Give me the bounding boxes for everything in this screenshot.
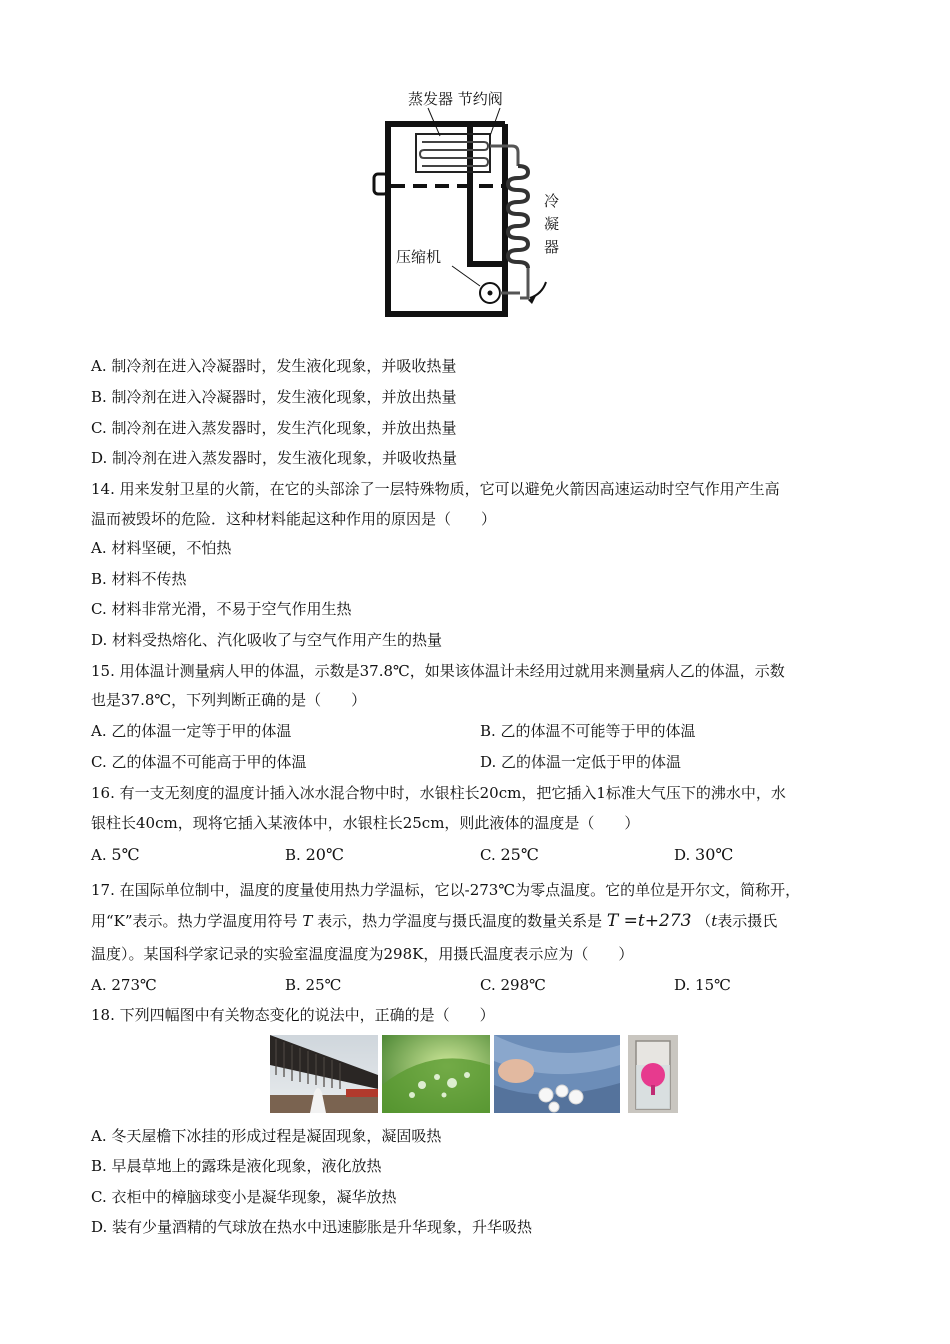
q13-option-c: C. 制冷剂在进入蒸发器时，发生汽化现象，并放出热量 <box>91 419 457 437</box>
q16-option-a-value: 5℃ <box>111 845 140 864</box>
q16-stem-line1: 16. 有一支无刻度的温度计插入冰水混合物中时，水银柱长20cm，把它插入1标准大气压下的沸水中，水 <box>91 784 786 802</box>
dew-leaf-photo <box>382 1035 490 1113</box>
refrigerator-diagram <box>360 86 560 318</box>
q18-option-d: D. 装有少量酒精的气球放在热水中迅速膨胀是升华现象，升华吸热 <box>91 1218 533 1236</box>
q17-option-b: B. 25℃ <box>285 976 342 994</box>
q18-option-a: A. 冬天屋檐下冰挂的形成过程是凝固现象，凝固吸热 <box>91 1127 442 1145</box>
mothballs-photo <box>494 1035 620 1113</box>
q17-option-a: A. 273℃ <box>91 976 157 994</box>
q16-option-c-value: 25℃ <box>500 845 539 864</box>
q13-option-a: A. 制冷剂在进入冷凝器时，发生液化现象，并吸收热量 <box>91 357 457 375</box>
q15-option-d: D. 乙的体温一定低于甲的体温 <box>480 753 682 771</box>
q16-option-b <box>285 845 344 865</box>
q14-option-b: B. 材料不传热 <box>91 570 187 588</box>
q17-line2-text-b: 表示，热力学温度与摄氏温度的数量关系是 <box>317 912 603 930</box>
q15-stem-line1: 15. 用体温计测量病人甲的体温，示数是37.8℃，如果该体温计未经用过就用来测量病人乙的体温，示数 <box>91 662 785 680</box>
q15-option-b: B. 乙的体温不可能等于甲的体温 <box>480 722 696 740</box>
refrigerator-drawing <box>360 86 560 318</box>
balloon-photo <box>628 1035 678 1113</box>
q16-option-c-letter: C. <box>480 846 496 864</box>
q16-stem-line2: 银柱长40cm，现将它插入某液体中，水银柱长25cm，则此液体的温度是（ ） <box>91 814 640 832</box>
q17-line2-text-a: 用“K”表示。热力学温度用符号 <box>91 912 298 930</box>
q17-stem-line2 <box>91 911 777 931</box>
q17-option-c: C. 298℃ <box>480 976 546 994</box>
q14-option-c: C. 材料非常光滑，不易于空气作用生热 <box>91 600 352 618</box>
q17-stem-line3: 温度）。某国科学家记录的实验室温度温度为298K，用摄氏温度表示应为（ ） <box>91 945 634 963</box>
q16-option-a <box>91 845 139 865</box>
q17-symbol-t: t <box>711 912 718 930</box>
q14-stem-line1: 14. 用来发射卫星的火箭，在它的头部涂了一层特殊物质，它可以避免火箭因高速运动时空气作用产生高 <box>91 480 780 498</box>
condenser-label-3: 器 <box>544 238 560 256</box>
q14-option-d: D. 材料受热熔化、汽化吸收了与空气作用产生的热量 <box>91 631 443 649</box>
q17-symbol-T: T <box>302 912 313 930</box>
q17-stem-line1: 17. 在国际单位制中，温度的度量使用热力学温标，它以-273℃为零点温度。它的单位是开尔文，简称开， <box>91 881 801 899</box>
q17-line2-text-c: （ <box>696 912 712 930</box>
q18-option-b: B. 早晨草地上的露珠是液化现象，液化放热 <box>91 1157 382 1175</box>
q18-stem: 18. 下列四幅图中有关物态变化的说法中，正确的是（ ） <box>91 1006 495 1024</box>
q15-option-c: C. 乙的体温不可能高于甲的体温 <box>91 753 307 771</box>
q17-formula: T =t+273 <box>606 911 692 931</box>
q18-option-c: C. 衣柜中的樟脑球变小是凝华现象，凝华放热 <box>91 1188 397 1206</box>
condenser-label-1: 冷 <box>544 192 560 210</box>
q16-option-d-letter: D. <box>674 846 691 864</box>
icicles-photo <box>270 1035 378 1113</box>
condenser-label-2: 凝 <box>544 215 560 233</box>
q16-option-a-letter: A. <box>91 846 107 864</box>
q13-option-d: D. 制冷剂在进入蒸发器时，发生液化现象，并吸收热量 <box>91 449 458 467</box>
q14-option-a: A. 材料坚硬，不怕热 <box>91 539 232 557</box>
q16-option-d <box>674 845 733 865</box>
q13-option-b: B. 制冷剂在进入冷凝器时，发生液化现象，并放出热量 <box>91 388 457 406</box>
q16-option-b-letter: B. <box>285 846 301 864</box>
evaporator-valve-label: 蒸发器 节约阀 <box>408 90 503 108</box>
q15-stem-line2: 也是37.8℃，下列判断正确的是（ ） <box>91 691 367 709</box>
q17-line2-text-d: 表示摄氏 <box>717 912 778 930</box>
compressor-label: 压缩机 <box>396 248 442 266</box>
q16-option-d-value: 30℃ <box>695 845 734 864</box>
q15-option-a: A. 乙的体温一定等于甲的体温 <box>91 722 292 740</box>
q16-option-b-value: 20℃ <box>305 845 344 864</box>
q14-stem-line2: 温而被毁坏的危险．这种材料能起这种作用的原因是（ ） <box>91 510 497 528</box>
q17-option-d: D. 15℃ <box>674 976 731 994</box>
q16-option-c <box>480 845 539 865</box>
